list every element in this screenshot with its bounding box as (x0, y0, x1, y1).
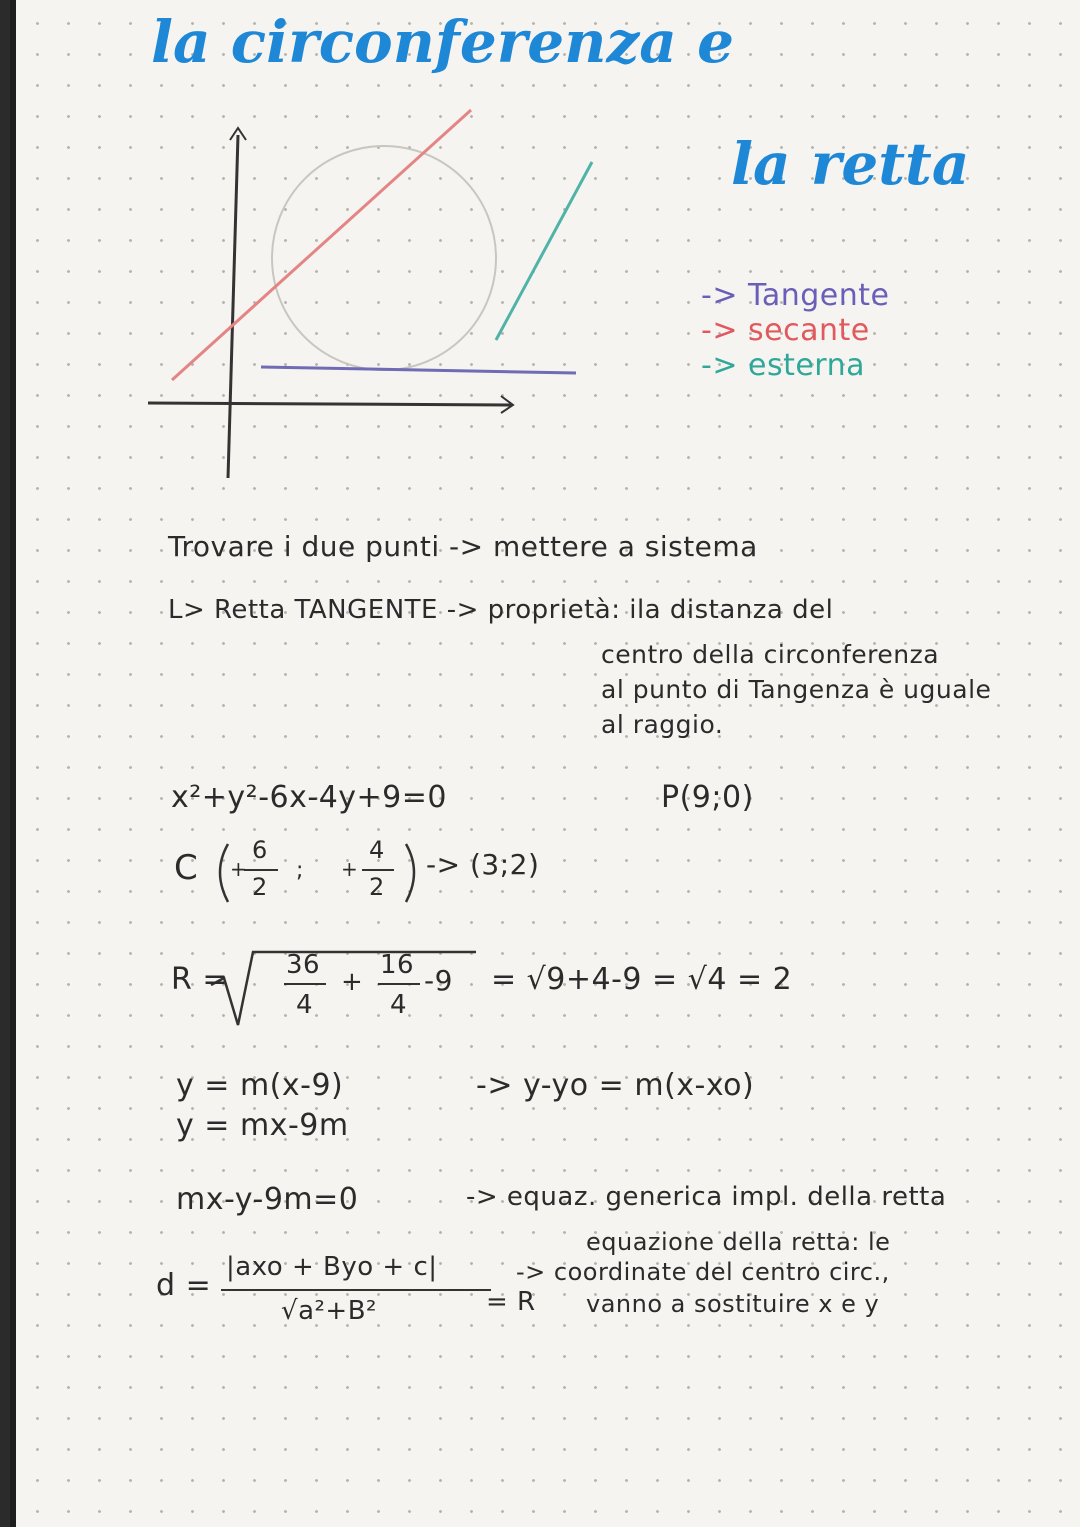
distance-note-1: equazione della retta: le (586, 1228, 891, 1256)
legend-esterna: -> esterna (701, 348, 866, 383)
center-paren-close (406, 844, 414, 902)
notebook-page (10, 0, 1080, 1527)
distance-numerator: |axo + Byo + c| (226, 1252, 438, 1282)
note-line-3: centro della circonferenza (601, 640, 940, 669)
distance-note-2: -> coordinate del centro circ., (516, 1258, 890, 1286)
radius-tail: -9 (424, 964, 453, 997)
distance-denominator: √a²+B² (281, 1296, 377, 1326)
line-equation-1: y = m(x-9) (176, 1068, 344, 1103)
center-separator: ; (296, 858, 304, 883)
secant-line (172, 110, 471, 380)
distance-label: d = (156, 1268, 212, 1303)
radius-label: R = (171, 962, 229, 997)
radius-frac2-den: 4 (390, 990, 408, 1020)
center-label: C (174, 848, 199, 888)
note-line-1: Trovare i due punti -> mettere a sistema (168, 530, 758, 563)
implicit-equation: mx-y-9m=0 (176, 1182, 359, 1217)
center-plus-y: + (341, 857, 359, 881)
center-plus-x: + (230, 857, 248, 881)
distance-equals-r: = R (486, 1287, 536, 1317)
external-line (496, 162, 592, 340)
center-result: -> (3;2) (426, 848, 540, 881)
radius-result: = √9+4-9 = √4 = 2 (491, 962, 793, 997)
radius-frac1-den: 4 (296, 990, 314, 1020)
note-line-2: L> Retta TANGENTE -> proprietà: ila distanza del (168, 595, 834, 625)
center-frac-y-num: 4 (369, 836, 385, 864)
line-equation-2: y = mx-9m (176, 1108, 349, 1143)
radius-plus: + (341, 967, 364, 997)
circle-equation: x²+y²-6x-4y+9=0 (171, 780, 447, 815)
note-line-5: al raggio. (601, 710, 724, 739)
point-p: P(9;0) (661, 780, 754, 815)
title-line-2: la retta (731, 130, 970, 198)
note-line-4: al punto di Tangenza è uguale (601, 675, 992, 704)
implicit-note: -> equaz. generica impl. della retta (466, 1182, 947, 1212)
legend-tangente: -> Tangente (701, 278, 890, 313)
center-frac-x-den: 2 (252, 873, 268, 901)
line-equation-general: -> y-yo = m(x-xo) (476, 1068, 755, 1103)
legend-secante: -> secante (701, 313, 870, 348)
radius-frac2-num: 16 (380, 950, 415, 980)
radius-frac1-num: 36 (286, 950, 321, 980)
distance-note-3: vanno a sostituire x e y (586, 1290, 880, 1318)
y-axis (228, 135, 238, 478)
title-line-1: la circonferenza e (151, 8, 734, 76)
center-frac-x-num: 6 (252, 836, 268, 864)
center-paren-open (220, 844, 228, 902)
x-axis (148, 403, 511, 405)
tangent-line (261, 367, 576, 373)
center-frac-y-den: 2 (369, 873, 385, 901)
